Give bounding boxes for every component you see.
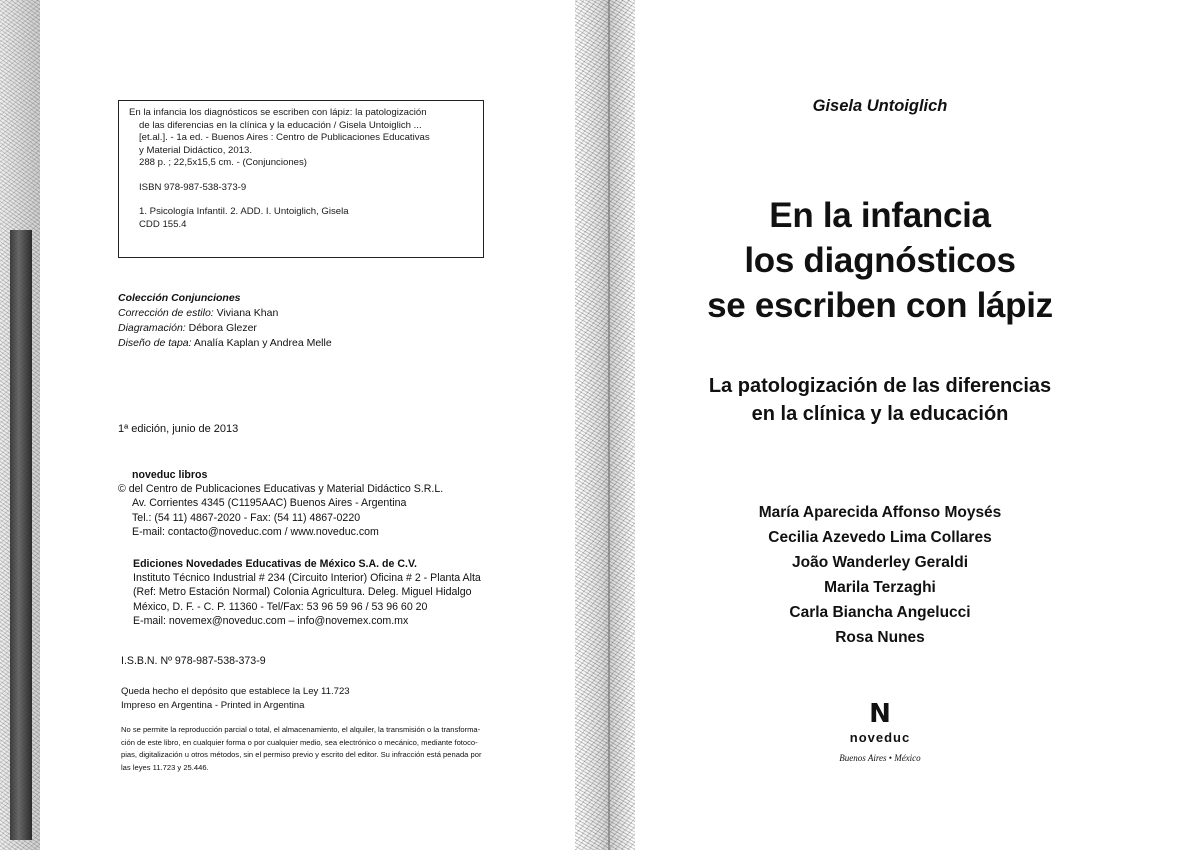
edition-line: 1ª edición, junio de 2013 xyxy=(118,423,239,435)
coauthor: Rosa Nunes xyxy=(835,629,925,646)
book-title xyxy=(660,193,1100,328)
notice-line: pias, digitalización u otros métodos, sin el permiso previo y escrito del editor. Su infracción está penada por xyxy=(121,750,482,760)
publisher-cities: Buenos Aires • México xyxy=(839,753,921,763)
coauthor: Carla Biancha Angelucci xyxy=(789,604,971,621)
publisher-logo-icon: N xyxy=(869,699,891,729)
book-subtitle xyxy=(660,372,1100,428)
credit-cover: Diseño de tapa: Analía Kaplan y Andrea Melle xyxy=(118,337,332,349)
scan-shadow-bar xyxy=(10,230,32,840)
publisher-line: Instituto Técnico Industrial # 234 (Circuito Interior) Oficina # 2 - Planta Alta xyxy=(133,572,481,585)
cip-subjects: 1. Psicología Infantil. 2. ADD. I. Untoiglich, Gisela xyxy=(139,206,349,217)
copyright-notice xyxy=(121,724,583,774)
cip-isbn: ISBN 978-987-538-373-9 xyxy=(139,181,247,193)
cip-line: En la infancia los diagnósticos se escriben con lápiz: la patologización xyxy=(129,107,427,118)
title-line: se escriben con lápiz xyxy=(707,286,1053,325)
cip-line: y Material Didáctico, 2013. xyxy=(139,144,253,156)
collection-name: Colección Conjunciones xyxy=(118,292,241,304)
legal-deposit xyxy=(121,685,350,712)
credit-style: Corrección de estilo: Viviana Khan xyxy=(118,307,279,319)
legal-line: Queda hecho el depósito que establece la Ley 11.723 xyxy=(121,686,350,697)
publisher-line: México, D. F. - C. P. 11360 - Tel/Fax: 53 96 59 96 / 53 96 60 20 xyxy=(133,600,428,613)
subtitle-line: La patologización de las diferencias xyxy=(708,375,1052,397)
publisher-line: (Ref: Metro Estación Normal) Colonia Agricultura. Deleg. Miguel Hidalgo xyxy=(133,586,472,599)
credits-block xyxy=(118,291,332,351)
subtitle-line: en la clínica y la educación xyxy=(751,403,1009,425)
publisher-line: Av. Corrientes 4345 (C1195AAC) Buenos Aires - Argentina xyxy=(132,497,407,510)
coauthor: María Aparecida Affonso Moysés xyxy=(758,504,1002,521)
author-name: Gisela Untoiglich xyxy=(812,97,948,115)
title-line: los diagnósticos xyxy=(744,241,1016,280)
publisher-line: Tel.: (54 11) 4867-2020 - Fax: (54 11) 4867-0220 xyxy=(132,511,361,524)
title-line: En la infancia xyxy=(769,196,991,235)
notice-line: ción de este libro, en cualquier forma o por cualquier medio, sea electrónico o mecánico, mediante fotoco- xyxy=(121,737,478,747)
publisher-line: E-mail: novemex@noveduc.com – info@novemex.com.mx xyxy=(133,614,409,627)
publisher-mexico xyxy=(133,557,481,628)
cip-line: 288 p. ; 22,5x15,5 cm. - (Conjunciones) xyxy=(139,157,307,168)
publisher-logo-text: noveduc xyxy=(849,730,911,745)
coauthor: Marila Terzaghi xyxy=(824,579,936,596)
cip-cdd: CDD 155.4 xyxy=(139,218,187,230)
coauthor: João Wanderley Geraldi xyxy=(791,554,968,571)
notice-line: las leyes 11.723 y 25.446. xyxy=(121,762,209,772)
cip-line: [et.al.]. - 1a ed. - Buenos Aires : Centro de Publicaciones Educativas xyxy=(139,132,430,143)
publisher-argentina xyxy=(118,468,443,539)
coauthor: Cecilia Azevedo Lima Collares xyxy=(768,529,992,546)
credit-layout: Diagramación: Débora Glezer xyxy=(118,322,257,334)
publisher-line: © del Centro de Publicaciones Educativas y Material Didáctico S.R.L. xyxy=(118,483,444,496)
cip-line: de las diferencias en la clínica y la educación / Gisela Untoiglich ... xyxy=(139,119,422,131)
coauthors-list xyxy=(680,500,1080,650)
legal-line: Impreso en Argentina - Printed in Argentina xyxy=(121,699,305,711)
isbn-line: I.S.B.N. Nº 978-987-538-373-9 xyxy=(121,655,266,667)
publisher-name: Ediciones Novedades Educativas de México S.A. de C.V. xyxy=(133,558,417,570)
notice-line: No se permite la reproducción parcial o total, el almacenamiento, el alquiler, la transmisión o la transforma- xyxy=(121,725,481,734)
cataloging-box xyxy=(118,100,484,258)
gutter-fold xyxy=(608,0,610,850)
publisher-name: noveduc libros xyxy=(132,469,208,481)
publisher-line: E-mail: contacto@noveduc.com / www.noveduc.com xyxy=(132,525,379,538)
book-gutter xyxy=(575,0,635,850)
